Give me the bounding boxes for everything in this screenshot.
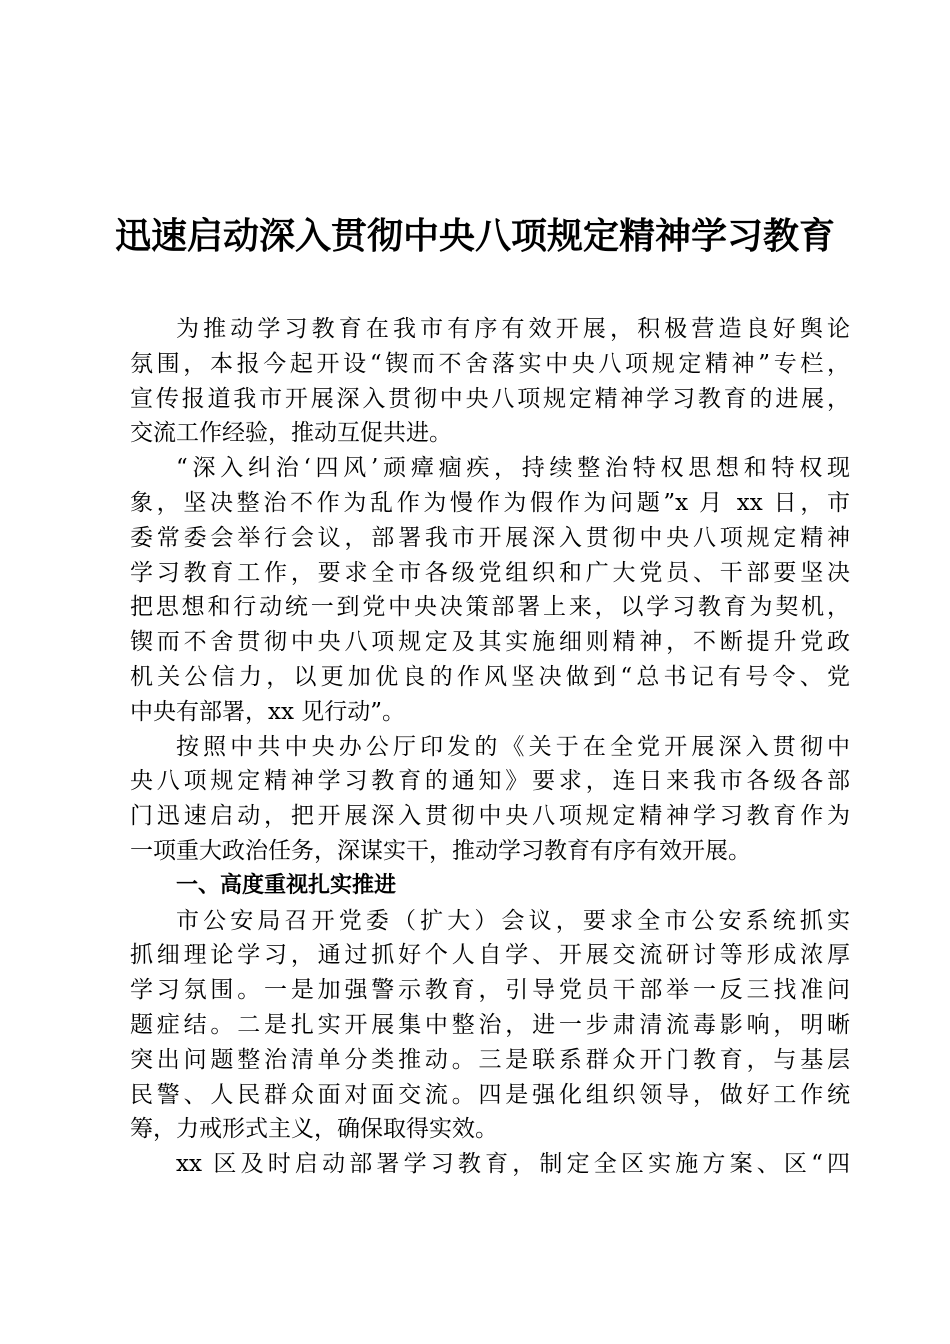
paragraph-line: 突出问题整治清单分类推动。三是联系群众开门教育，与基层 xyxy=(130,1046,850,1073)
document-body xyxy=(130,312,850,1182)
paragraph-line: 门迅速启动，把开展深入贯彻中央八项规定精神学习教育作为 xyxy=(130,803,850,830)
paragraph-line: 央八项规定精神学习教育的通知》要求，连日来我市各级各部 xyxy=(130,768,850,795)
paragraph-line: 筹，力戒形式主义，确保取得实效。 xyxy=(130,1116,498,1143)
paragraph-line: 抓细理论学习，通过抓好个人自学、开展交流研讨等形成浓厚 xyxy=(130,942,850,969)
paragraph-line: 锲而不舍贯彻中央八项规定及其实施细则精神，不断提升党政 xyxy=(130,629,850,656)
document-title: 迅速启动深入贯彻中央八项规定精神学习教育 xyxy=(114,215,835,257)
paragraph-line: 民警、人民群众面对面交流。四是强化组织领导，做好工作统 xyxy=(130,1081,850,1108)
paragraph-line: 氛围，本报今起开设“锲而不舍落实中央八项规定精神”专栏， xyxy=(130,350,850,377)
paragraph-line: 市公安局召开党委（扩大）会议，要求全市公安系统抓实 xyxy=(176,907,850,934)
paragraph-line: 象，坚决整治不作为乱作为慢作为假作为问题”x 月 xx 日，市 xyxy=(130,489,850,516)
paragraph-line: 宣传报道我市开展深入贯彻中央八项规定精神学习教育的进展， xyxy=(130,385,850,412)
paragraph-line: 交流工作经验，推动互促共进。 xyxy=(130,420,452,447)
paragraph-line: 一项重大政治任务，深谋实干，推动学习教育有序有效开展。 xyxy=(130,837,751,864)
paragraph-line: 按照中共中央办公厅印发的《关于在全党开展深入贯彻中 xyxy=(176,733,850,760)
paragraph-line: xx 区及时启动部署学习教育，制定全区实施方案、区“四 xyxy=(176,1151,850,1178)
section-heading: 一、高度重视扎实推进 xyxy=(176,872,397,898)
paragraph-line: “深入纠治‘四风’顽瘴痼疾，持续整治特权思想和特权现 xyxy=(176,455,850,482)
paragraph-line: 题症结。二是扎实开展集中整治，进一步肃清流毒影响，明晰 xyxy=(130,1011,850,1038)
paragraph-line: 把思想和行动统一到党中央决策部署上来，以学习教育为契机， xyxy=(130,594,850,621)
paragraph-line: 委常委会举行会议，部署我市开展深入贯彻中央八项规定精神 xyxy=(130,524,850,551)
paragraph-line: 为推动学习教育在我市有序有效开展，积极营造良好舆论 xyxy=(176,316,850,342)
paragraph-line: 学习教育工作，要求全市各级党组织和广大党员、干部要坚决 xyxy=(130,559,850,586)
paragraph-line: 学习氛围。一是加强警示教育，引导党员干部举一反三找准问 xyxy=(130,977,850,1004)
paragraph-line: 中央有部署，xx 见行动”。 xyxy=(130,698,406,725)
paragraph-line: 机关公信力，以更加优良的作风坚决做到“总书记有号令、党 xyxy=(130,663,850,690)
